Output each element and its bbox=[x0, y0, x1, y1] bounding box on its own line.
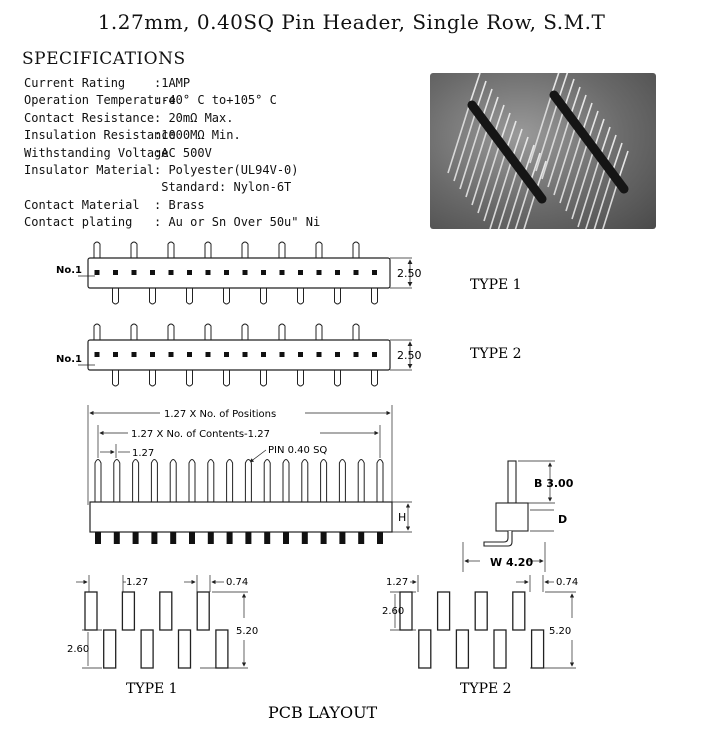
type2-top-view bbox=[56, 324, 522, 386]
spec-label: Insulation Resistance bbox=[24, 128, 176, 143]
pin-hole bbox=[132, 352, 137, 357]
side-lead bbox=[302, 532, 308, 544]
pcb-pad bbox=[532, 630, 544, 668]
pcb2-height-dim: 5.20 bbox=[549, 626, 572, 637]
spec-value: : Polyester(UL94V-0) bbox=[154, 163, 299, 177]
spec-value: : Au or Sn Over 50u" Ni bbox=[154, 215, 321, 230]
pin-hole bbox=[169, 270, 174, 275]
pin-lead bbox=[187, 288, 193, 304]
spec-value: : 20mΩ Max. bbox=[154, 110, 234, 125]
pin-hole bbox=[280, 352, 285, 357]
spec-label: Current Rating bbox=[24, 76, 126, 90]
pitch-dim: 1.27 bbox=[132, 448, 155, 459]
pin-hole bbox=[187, 270, 192, 275]
pin-hole bbox=[206, 270, 211, 275]
pcb-pad bbox=[104, 630, 116, 668]
pin-hole bbox=[150, 352, 155, 357]
spec-value: :AC 500V bbox=[154, 145, 212, 160]
pcb1-width-dim: 0.74 bbox=[226, 577, 249, 588]
type1-pin1-label: No.1 bbox=[56, 265, 82, 276]
spec-label: Withstanding Voltage bbox=[24, 145, 169, 160]
pin-lead bbox=[113, 288, 119, 304]
pin-hole bbox=[224, 270, 229, 275]
side-lead bbox=[358, 532, 364, 544]
pin-hole bbox=[95, 270, 100, 275]
type1-width-dim: 2.50 bbox=[397, 267, 422, 280]
profile-d-dim: D bbox=[558, 513, 568, 526]
side-lead bbox=[321, 532, 327, 544]
pin-lead bbox=[131, 242, 137, 258]
pin-hole bbox=[261, 352, 266, 357]
pcb-pad bbox=[216, 630, 228, 668]
side-pin bbox=[264, 460, 270, 503]
side-pin bbox=[358, 460, 364, 503]
side-pin bbox=[377, 460, 383, 503]
pin-lead bbox=[224, 288, 230, 304]
pcb-layout-caption: PCB LAYOUT bbox=[268, 703, 378, 722]
pin-lead bbox=[150, 370, 156, 386]
pcb-pad bbox=[160, 592, 172, 630]
pin-lead bbox=[279, 324, 285, 340]
pin-lead bbox=[298, 288, 304, 304]
pcb-pad bbox=[456, 630, 468, 668]
pin-hole bbox=[150, 270, 155, 275]
spec-label: Contact plating bbox=[24, 215, 133, 230]
side-lead bbox=[245, 532, 251, 544]
type1-label: TYPE 1 bbox=[470, 277, 522, 293]
pin-hole bbox=[243, 270, 248, 275]
side-pin bbox=[189, 460, 195, 503]
side-lead bbox=[377, 532, 383, 544]
pin-hole bbox=[243, 352, 248, 357]
side-pin bbox=[302, 460, 308, 503]
pin-hole bbox=[317, 270, 322, 275]
spec-value: :1000MΩ Min. bbox=[154, 128, 241, 143]
pcb2-label: TYPE 2 bbox=[460, 681, 512, 697]
pin-size-label: PIN 0.40 SQ bbox=[268, 445, 328, 456]
pcb-pad bbox=[197, 592, 209, 630]
pcb-pad bbox=[419, 630, 431, 668]
side-pin bbox=[114, 460, 120, 503]
pin-lead bbox=[261, 288, 267, 304]
pcb-pad bbox=[513, 592, 525, 630]
side-lead bbox=[114, 532, 120, 544]
pin-lead bbox=[372, 288, 378, 304]
type2-pin1-label: No.1 bbox=[56, 354, 82, 365]
pin-lead bbox=[353, 242, 359, 258]
pin-lead bbox=[261, 370, 267, 386]
pin-hole bbox=[169, 352, 174, 357]
pcb-pad bbox=[438, 592, 450, 630]
pcb-pad bbox=[494, 630, 506, 668]
pcb1-offset-dim: 2.60 bbox=[67, 644, 90, 655]
pin-lead bbox=[353, 324, 359, 340]
pcb2-pitch-dim: 1.27 bbox=[386, 577, 409, 588]
pcb-pad bbox=[141, 630, 153, 668]
pin-lead bbox=[131, 324, 137, 340]
specifications-heading: SPECIFICATIONS bbox=[22, 49, 186, 69]
pin-hole bbox=[335, 352, 340, 357]
side-pin bbox=[339, 460, 345, 503]
side-view bbox=[88, 405, 412, 544]
pcb-pad bbox=[122, 592, 134, 630]
side-pin bbox=[208, 460, 214, 503]
pin-hole bbox=[354, 352, 359, 357]
pin-lead bbox=[335, 288, 341, 304]
pin-hole bbox=[317, 352, 322, 357]
pin-lead bbox=[94, 324, 100, 340]
positions-dim: 1.27 X No. of Positions bbox=[164, 409, 277, 420]
side-lead bbox=[339, 532, 345, 544]
side-lead bbox=[208, 532, 214, 544]
pin-lead bbox=[279, 242, 285, 258]
pin-hole bbox=[354, 270, 359, 275]
pin-hole bbox=[206, 352, 211, 357]
spec-label: Contact Material bbox=[24, 197, 140, 212]
side-pin bbox=[170, 460, 176, 503]
pin-lead bbox=[224, 370, 230, 386]
side-lead bbox=[189, 532, 195, 544]
side-pin bbox=[321, 460, 327, 503]
contents-dim: 1.27 X No. of Contents-1.27 bbox=[131, 429, 270, 440]
spec-label: Insulator Material bbox=[24, 163, 155, 177]
pin-lead bbox=[242, 324, 248, 340]
profile-b-dim: B 3.00 bbox=[534, 477, 574, 490]
pin-lead bbox=[168, 324, 174, 340]
side-lead bbox=[170, 532, 176, 544]
pin-hole bbox=[113, 270, 118, 275]
pin-hole bbox=[224, 352, 229, 357]
pin-hole bbox=[187, 352, 192, 357]
side-pin bbox=[283, 460, 289, 503]
pin-lead bbox=[113, 370, 119, 386]
height-dim: H bbox=[398, 511, 407, 524]
side-lead bbox=[151, 532, 157, 544]
spec-label: Operation Temperature bbox=[24, 93, 176, 108]
side-pin bbox=[245, 460, 251, 503]
pcb2-width-dim: 0.74 bbox=[556, 577, 579, 588]
side-pin bbox=[133, 460, 139, 503]
type1-top-view bbox=[56, 242, 522, 304]
pin-hole bbox=[372, 270, 377, 275]
spec-label: Contact Resistance bbox=[24, 110, 155, 125]
side-pin bbox=[95, 460, 101, 503]
page-title: 1.27mm, 0.40SQ Pin Header, Single Row, S.M.T bbox=[97, 10, 606, 34]
pin-lead bbox=[168, 242, 174, 258]
pcb-layout-type1 bbox=[67, 575, 258, 697]
pin-hole bbox=[372, 352, 377, 357]
spec-value: :-40° C to+105° C bbox=[154, 93, 277, 108]
pin-hole bbox=[132, 270, 137, 275]
type2-label: TYPE 2 bbox=[470, 346, 522, 362]
pin-hole bbox=[298, 352, 303, 357]
pin-lead bbox=[187, 370, 193, 386]
pcb-pad bbox=[179, 630, 191, 668]
pin-hole bbox=[335, 270, 340, 275]
spec-value: Standard: Nylon-6T bbox=[154, 180, 292, 195]
pin-hole bbox=[261, 270, 266, 275]
pin-lead bbox=[316, 324, 322, 340]
pin-lead bbox=[205, 242, 211, 258]
side-lead bbox=[95, 532, 101, 544]
type2-width-dim: 2.50 bbox=[397, 349, 422, 362]
profile-view bbox=[463, 461, 574, 572]
side-lead bbox=[264, 532, 270, 544]
side-pin bbox=[227, 460, 233, 503]
pcb-pad bbox=[85, 592, 97, 630]
profile-w-dim: W 4.20 bbox=[490, 556, 534, 569]
spec-value: : Brass bbox=[154, 197, 205, 212]
pcb-pad bbox=[475, 592, 487, 630]
pin-lead bbox=[205, 324, 211, 340]
pin-hole bbox=[298, 270, 303, 275]
pin-lead bbox=[316, 242, 322, 258]
pin-lead bbox=[94, 242, 100, 258]
pin-hole bbox=[113, 352, 118, 357]
side-lead bbox=[133, 532, 139, 544]
pcb-layout-type2 bbox=[382, 575, 578, 697]
side-pin bbox=[151, 460, 157, 503]
pin-lead bbox=[372, 370, 378, 386]
pin-lead bbox=[242, 242, 248, 258]
pin-hole bbox=[280, 270, 285, 275]
pin-hole bbox=[95, 352, 100, 357]
pin-lead bbox=[335, 370, 341, 386]
spec-value: :1AMP bbox=[154, 76, 191, 90]
pcb1-pitch-dim: 1.27 bbox=[126, 577, 149, 588]
pcb1-height-dim: 5.20 bbox=[236, 626, 259, 637]
side-lead bbox=[227, 532, 233, 544]
pcb1-label: TYPE 1 bbox=[126, 681, 178, 697]
pcb2-offset-dim: 2.60 bbox=[382, 606, 405, 617]
side-lead bbox=[283, 532, 289, 544]
pin-lead bbox=[150, 288, 156, 304]
pin-lead bbox=[298, 370, 304, 386]
